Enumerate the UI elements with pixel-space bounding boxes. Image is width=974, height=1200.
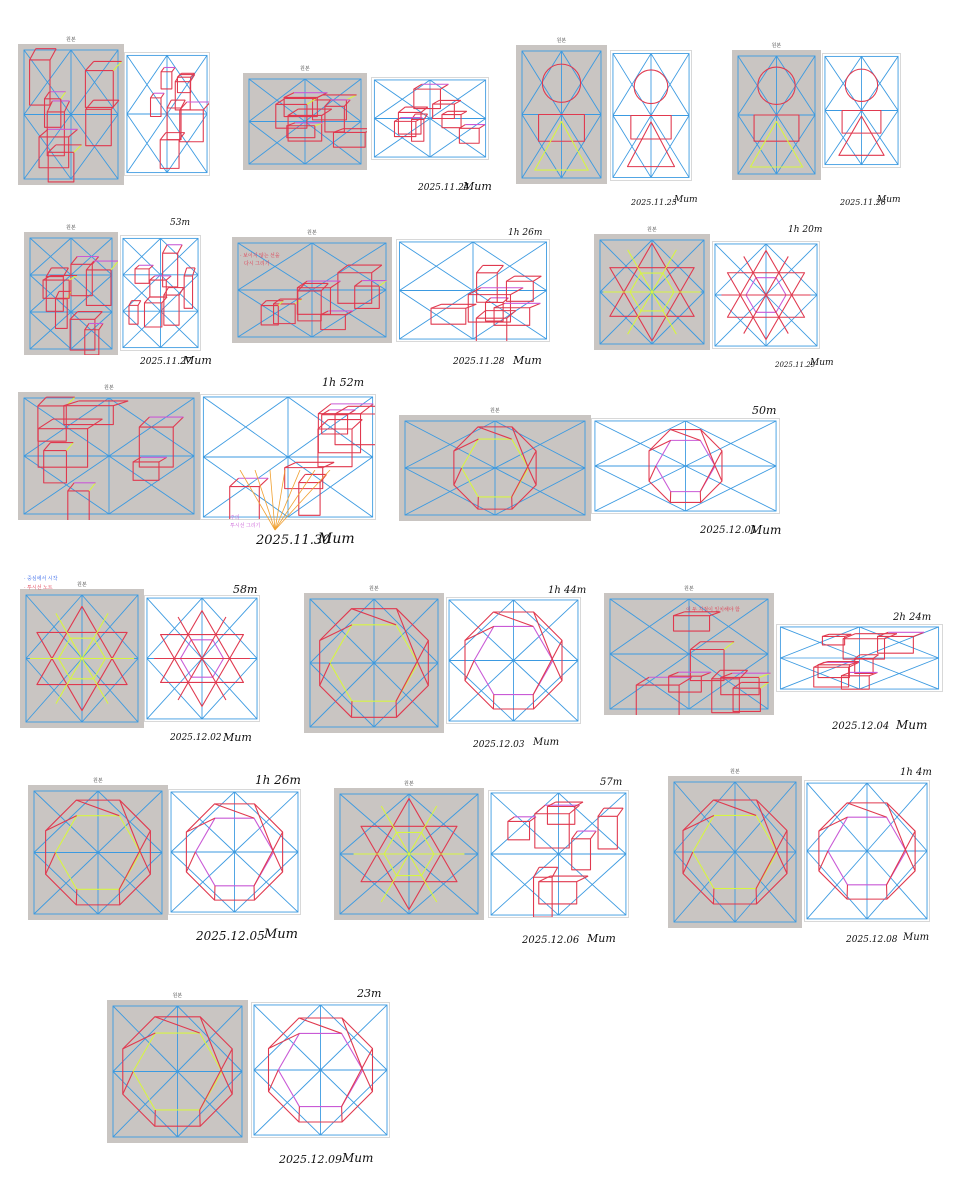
ref-14-drawing (334, 788, 484, 920)
copy-3-drawing (611, 51, 691, 180)
reference-label: 원본 (307, 230, 317, 236)
copy-14-drawing (489, 791, 628, 917)
reference-label: 원본 (172, 993, 183, 999)
reference-label: 원본 (300, 66, 310, 72)
signature-1128: Mum (513, 354, 542, 367)
session-date-1130: 2025.11.30 (256, 533, 331, 548)
ref-16 (107, 993, 248, 1143)
ref-2 (243, 66, 367, 170)
copy-2 (371, 77, 489, 160)
session-date-1204: 2025.12.04 (832, 721, 890, 732)
duration-1202: 58m (233, 583, 258, 596)
duration-1201: 50m (752, 404, 777, 417)
copy-10 (144, 595, 260, 722)
copy-3 (610, 50, 692, 181)
ref-4-drawing (732, 50, 821, 180)
copy-4 (822, 53, 901, 168)
copy-11-drawing (447, 598, 580, 723)
ref-2-drawing (243, 73, 367, 170)
copy-2-drawing (372, 78, 488, 159)
copy-9 (591, 418, 780, 514)
ref-14 (334, 781, 484, 920)
ref-13-drawing (28, 785, 168, 920)
ref-8 (18, 385, 200, 520)
session-date-1206: 2025.12.06 (522, 935, 580, 946)
session-date-1124: 2025.11.24 (418, 183, 470, 193)
ref-15-drawing (668, 776, 802, 928)
ref-3-drawing (516, 45, 607, 184)
signature-1208: Mum (903, 932, 930, 943)
note-perspective-lines: 투시선 그리기 (230, 523, 261, 529)
copy-13 (168, 789, 301, 915)
signature-1203: Mum (533, 737, 560, 748)
session-date-1125: 2025.11.25 (631, 198, 677, 207)
ref-5-drawing (24, 232, 118, 355)
duration-1204: 2h 24m (893, 612, 932, 623)
copy-14 (488, 790, 629, 918)
note-redraw: 다시 그리기 (244, 261, 270, 267)
ref-11 (304, 586, 444, 733)
reference-label: 원본 (369, 586, 379, 592)
session-date-1209: 2025.12.09 (279, 1153, 342, 1166)
ref-7-drawing (594, 234, 710, 350)
reference-label: 원본 (647, 227, 657, 233)
reference-label: 원본 (66, 37, 76, 43)
session-date-1208: 2025.12.08 (846, 935, 898, 945)
reference-label: 원본 (104, 385, 114, 391)
signature-1209: Mum (342, 1151, 374, 1165)
copy-12 (776, 624, 943, 692)
signature-1127: Mum (183, 354, 212, 367)
copy-7-drawing (713, 242, 819, 348)
session-date-1202: 2025.12.02 (170, 733, 222, 743)
guide-lines-1130-drawing (230, 470, 350, 540)
ref-7 (594, 227, 710, 350)
duration-1208: 1h 4m (900, 767, 932, 778)
note-center-start: · 중심에서 시작 (24, 576, 58, 582)
ref-15 (668, 769, 802, 928)
duration-1128: 1h 26m (508, 228, 543, 238)
duration-1209: 23m (357, 987, 382, 1000)
copy-16 (251, 1002, 390, 1138)
copy-16-drawing (252, 1003, 389, 1137)
reference-label: 원본 (730, 769, 740, 775)
copy-11 (446, 597, 581, 724)
ref-4 (732, 43, 821, 180)
copy-12-drawing (777, 625, 942, 691)
reference-label: 원본 (77, 582, 87, 588)
signature-1124: Mum (463, 180, 492, 193)
signature-1130: Mum (318, 531, 355, 547)
copy-5-drawing (121, 236, 200, 350)
note-caution: 주의 (230, 515, 240, 521)
signature-1202: Mum (223, 731, 252, 744)
session-date-1128: 2025.11.28 (453, 357, 505, 367)
reference-label: 원본 (771, 43, 782, 49)
signature-1206: Mum (587, 932, 616, 945)
ref-5 (24, 225, 118, 355)
signature-1205: Mum (264, 927, 299, 942)
duration-1129: 1h 20m (788, 225, 823, 235)
note-perspective: · 투시선 노트 (24, 585, 53, 591)
signature-1129: Mum (810, 358, 834, 368)
session-date-1205: 2025.12.05 (196, 929, 265, 943)
ref-1 (18, 37, 124, 185)
copy-6 (396, 239, 550, 342)
ref-9 (399, 408, 591, 521)
ref-13 (28, 778, 168, 920)
copy-9-drawing (592, 419, 779, 513)
note-alignment: 이 두 지점이 일치해야 함 (686, 607, 740, 613)
copy-15-drawing (805, 781, 929, 921)
duration-1205: 1h 26m (255, 773, 301, 787)
duration-1127: 53m (170, 218, 190, 228)
signature-1126: Mum (877, 195, 901, 205)
duration-1130: 1h 52m (322, 376, 365, 389)
reference-label: 원본 (404, 781, 414, 787)
session-date-1127: 2025.11.27 (140, 357, 192, 367)
reference-label: 원본 (490, 408, 500, 414)
copy-4-drawing (823, 54, 900, 167)
ref-3 (516, 38, 607, 184)
duration-1203: 1h 44m (548, 585, 587, 596)
session-date-1203: 2025.12.03 (473, 740, 525, 750)
reference-label: 원본 (66, 225, 76, 231)
reference-label: 원본 (93, 778, 103, 784)
session-date-1201: 2025.12.01 (700, 525, 758, 536)
ref-8-drawing (18, 392, 200, 520)
copy-6-drawing (397, 240, 549, 341)
signature-1125: Mum (674, 195, 698, 205)
signature-1204: Mum (896, 718, 928, 732)
session-date-1129: 2025.11.29 (775, 361, 816, 369)
session-date-1126: 2025.11.26 (840, 198, 886, 207)
copy-7 (712, 241, 820, 349)
ref-10-drawing (20, 589, 144, 728)
copy-1 (124, 52, 210, 176)
ref-9-drawing (399, 415, 591, 521)
copy-10-drawing (145, 596, 259, 721)
guide-lines-1130 (230, 470, 350, 540)
copy-13-drawing (169, 790, 300, 914)
copy-5 (120, 235, 201, 351)
ref-1-drawing (18, 44, 124, 185)
signature-1201: Mum (750, 523, 782, 537)
reference-label: 원본 (684, 586, 694, 592)
note-invisible-lines: · 보이지 않는 선을 (240, 253, 280, 259)
copy-15 (804, 780, 930, 922)
ref-16-drawing (107, 1000, 248, 1143)
ref-11-drawing (304, 593, 444, 733)
copy-1-drawing (125, 53, 209, 175)
reference-label: 원본 (556, 38, 567, 44)
duration-1206: 57m (600, 777, 623, 788)
